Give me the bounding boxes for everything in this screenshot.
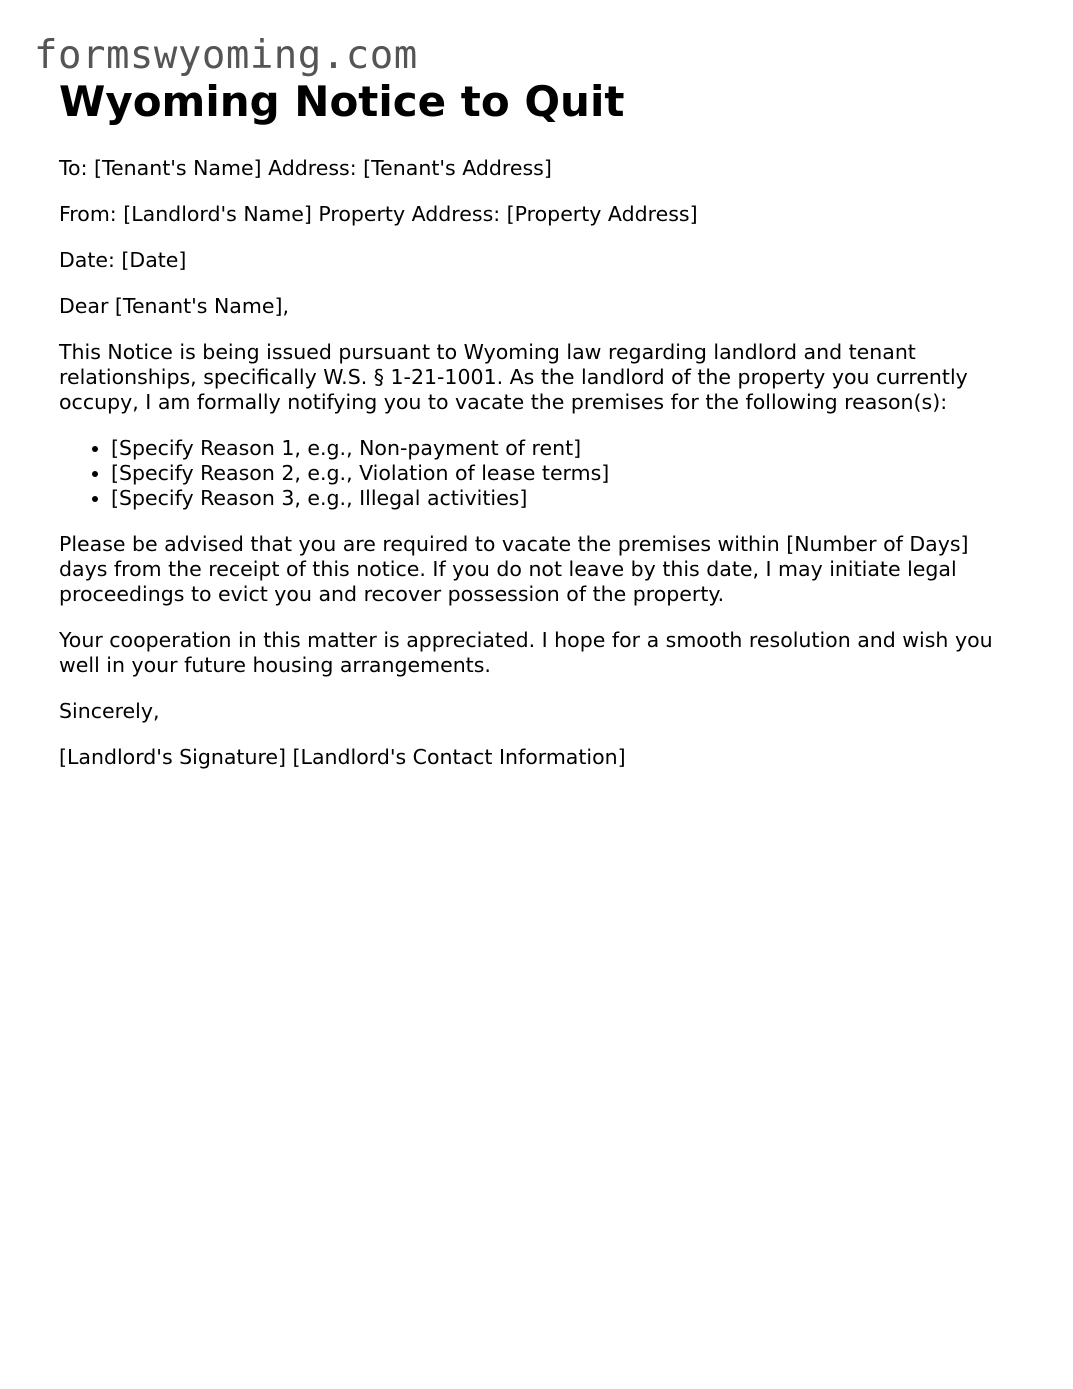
- signoff: Sincerely,: [59, 699, 160, 723]
- reason-item: • [Specify Reason 1, e.g., Non-payment of rent]: [111, 436, 1019, 461]
- closing-paragraph: Your cooperation in this matter is appreciated. I hope for a smooth resolution and wish you well in your future housing arrangements.: [59, 628, 993, 677]
- site-watermark: formswyoming.com: [34, 33, 418, 78]
- intro-paragraph: This Notice is being issued pursuant to Wyoming law regarding landlord and tenant relationships, specifically W.S. § 1-21-1001. As the landlord of the property you currently occupy, I am formally notifying you to vacate the premises for the following reason(s):: [59, 340, 968, 414]
- salutation: Dear [Tenant's Name],: [59, 294, 289, 318]
- date-line: Date: [Date]: [59, 248, 187, 272]
- document-title: Wyoming Notice to Quit: [59, 77, 625, 126]
- deadline-paragraph: Please be advised that you are required to vacate the premises within [Number of Days] days from the receipt of this notice. If you do not leave by this date, I may initiate legal proceedings to evict you and recover possession of the property.: [59, 532, 969, 606]
- to-line: To: [Tenant's Name] Address: [Tenant's Address]: [59, 156, 552, 180]
- signature-line: [Landlord's Signature] [Landlord's Contact Information]: [59, 745, 626, 769]
- reason-item: • [Specify Reason 3, e.g., Illegal activities]: [111, 486, 1019, 511]
- reasons-list: [59, 436, 1019, 511]
- notice-document: [59, 76, 1019, 770]
- from-line: From: [Landlord's Name] Property Address: [Property Address]: [59, 202, 698, 226]
- reason-item: • [Specify Reason 2, e.g., Violation of lease terms]: [111, 461, 1019, 486]
